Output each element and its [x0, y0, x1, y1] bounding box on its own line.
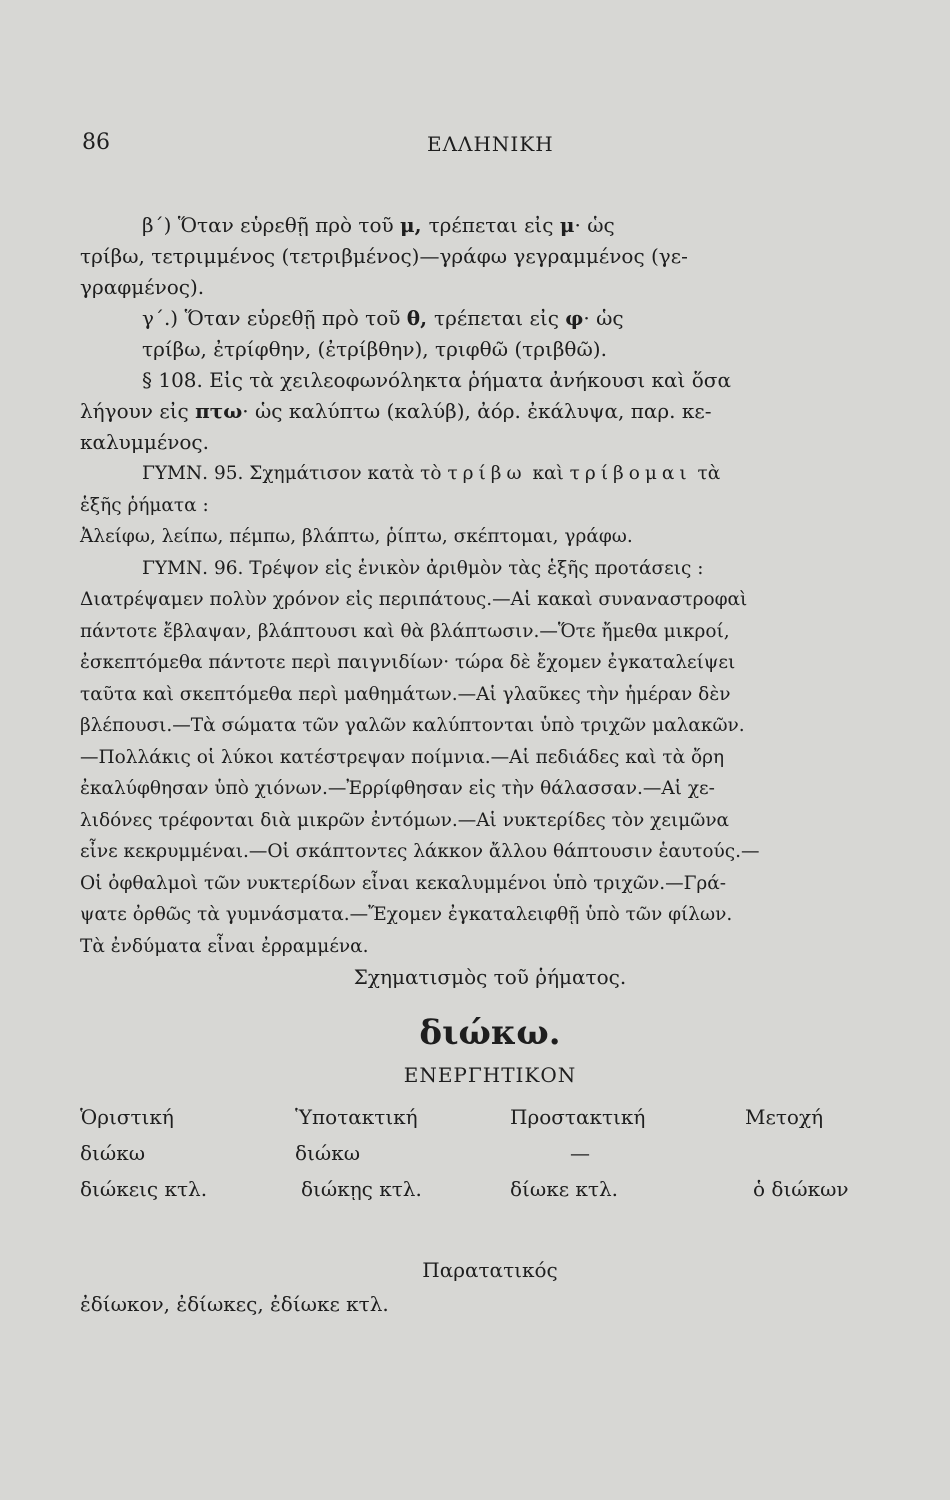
conjugation-heading: Σχηματισμὸς τοῦ ῥήματος. — [353, 965, 627, 989]
text-line: Οἱ ὀφθαλμοὶ τῶν νυκτερίδων εἶναι κεκαλυμμένοι ὑπὸ τριχῶν.—Γρά- — [80, 872, 727, 894]
column-heading: Ὁριστική — [80, 1105, 174, 1129]
imperfect-forms: ἐδίωκον, ἐδίωκες, ἐδίωκε κτλ. — [80, 1292, 389, 1316]
page-header — [82, 130, 882, 170]
exercise-95: ΓΥΜΝ. 95. Σχημάτισον κατὰ τὸ τρίβω καὶ τρίβομαι τὰ — [142, 463, 721, 484]
table-cell: διώκω — [80, 1141, 145, 1165]
column-heading: Μετοχή — [745, 1105, 824, 1129]
text-line: λήγουν εἰς πτω· ὡς καλύπτω (καλύβ), ἀόρ. ἐκάλυψα, παρ. κε- — [80, 399, 712, 423]
text-line: πάντοτε ἔβλαψαν, βλάπτουσι καὶ θὰ βλάπτωσιν.—Ὅτε ἤμεθα μικροί, — [80, 620, 730, 642]
exercise-96: ΓΥΜΝ. 96. Τρέψον εἰς ἑνικὸν ἀριθμὸν τὰς ἑξῆς προτάσεις : — [142, 557, 704, 579]
text-line: ἐσκεπτόμεθα πάντοτε περὶ παιγνιδίων· τώρα δὲ ἔχομεν ἐγκαταλείψει — [80, 652, 736, 673]
table-cell: διώκῃς κτλ. — [301, 1177, 422, 1201]
text-line: Ἀλείφω, λείπω, πέμπω, βλάπτω, ῥίπτω, σκέπτομαι, γράφω. — [80, 526, 633, 547]
text-line: λιδόνες τρέφονται διὰ μικρῶν ἐντόμων.—Αἱ νυκτερίδες τὸν χειμῶνα — [80, 809, 730, 831]
text-line: γ΄.) Ὅταν εὑρεθῇ πρὸ τοῦ θ, τρέπεται εἰς φ· ὡς — [142, 306, 624, 330]
text-line: εἶνε κεκρυμμέναι.—Οἱ σκάπτοντες λάκκον ἄλλου θάπτουσιν ἑαυτούς.— — [80, 841, 760, 862]
text-line: β΄) Ὅταν εὑρεθῇ πρὸ τοῦ μ, τρέπεται εἰς μ· ὡς — [142, 213, 615, 237]
column-subjunctive — [295, 1099, 422, 1207]
text-line: καλυμμένος. — [80, 430, 209, 454]
text-line: τρίβω, τετριμμένος (τετριβμένος)—γράφω γεγραμμένος (γε- — [80, 244, 688, 268]
tense-heading: Παρατατικός — [422, 1258, 558, 1282]
text-line: βλέπουσι.—Τὰ σώματα τῶν γαλῶν καλύπτονται ὑπὸ τριχῶν μαλακῶν. — [80, 715, 745, 736]
text-line: —Πολλάκις οἱ λύκοι κατέστρεψαν ποίμνια.—Αἱ πεδιάδες καὶ τὰ ὄρη — [80, 746, 725, 768]
table-cell: δίωκε κτλ. — [510, 1177, 619, 1201]
text-line: γραφμένος). — [80, 275, 205, 299]
text-line: ψατε ὀρθῶς τὰ γυμνάσματα.—Ἔχομεν ἐγκαταλειφθῇ ὑπὸ τῶν φίλων. — [80, 904, 733, 925]
column-heading: Ὑποτακτική — [295, 1105, 418, 1129]
table-cell: — — [570, 1141, 590, 1165]
verb-title: διώκω. — [419, 1013, 561, 1053]
column-heading: Προστακτική — [510, 1105, 646, 1129]
table-cell: ὁ διώκων — [753, 1177, 849, 1201]
text-line: Διατρέψαμεν πολὺν χρόνον εἰς περιπάτους.—Αἱ κακαὶ συναναστροφαὶ — [80, 589, 748, 610]
page-body — [80, 210, 900, 1321]
text-line: Τὰ ἐνδύματα εἶναι ἐρραμμένα. — [80, 935, 369, 957]
column-participle — [745, 1099, 849, 1207]
table-cell: διώκεις κτλ. — [80, 1177, 208, 1201]
text-line: ταῦτα καὶ σκεπτόμεθα περὶ μαθημάτων.—Αἱ γλαῦκες τὴν ἡμέραν δὲν — [80, 683, 731, 705]
voice-heading: ΕΝΕΡΓΗΤΙΚΟΝ — [403, 1063, 577, 1087]
text-line: τρίβω, ἐτρίφθην, (ἐτρίβθην), τριφθῶ (τριβθῶ). — [142, 337, 607, 361]
column-indicative — [80, 1099, 207, 1207]
page-number: 86 — [82, 130, 110, 155]
text-line: ἐκαλύφθησαν ὑπὸ χιόνων.—Ἐρρίφθησαν εἰς τὴν θάλασσαν.—Αἱ χε- — [80, 778, 715, 799]
column-imperative — [510, 1099, 645, 1207]
section-108: § 108. Εἰς τὰ χειλεοφωνόληκτα ῥήματα ἀνήκουσι καὶ ὅσα — [142, 368, 731, 392]
table-cell: διώκω — [295, 1141, 360, 1165]
running-title: ΕΛΛΗΝΙΚΗ — [427, 132, 554, 156]
text-line: ἑξῆς ῥήματα : — [80, 494, 209, 516]
table-cell — [745, 1135, 849, 1171]
conjugation-table — [80, 1099, 900, 1249]
